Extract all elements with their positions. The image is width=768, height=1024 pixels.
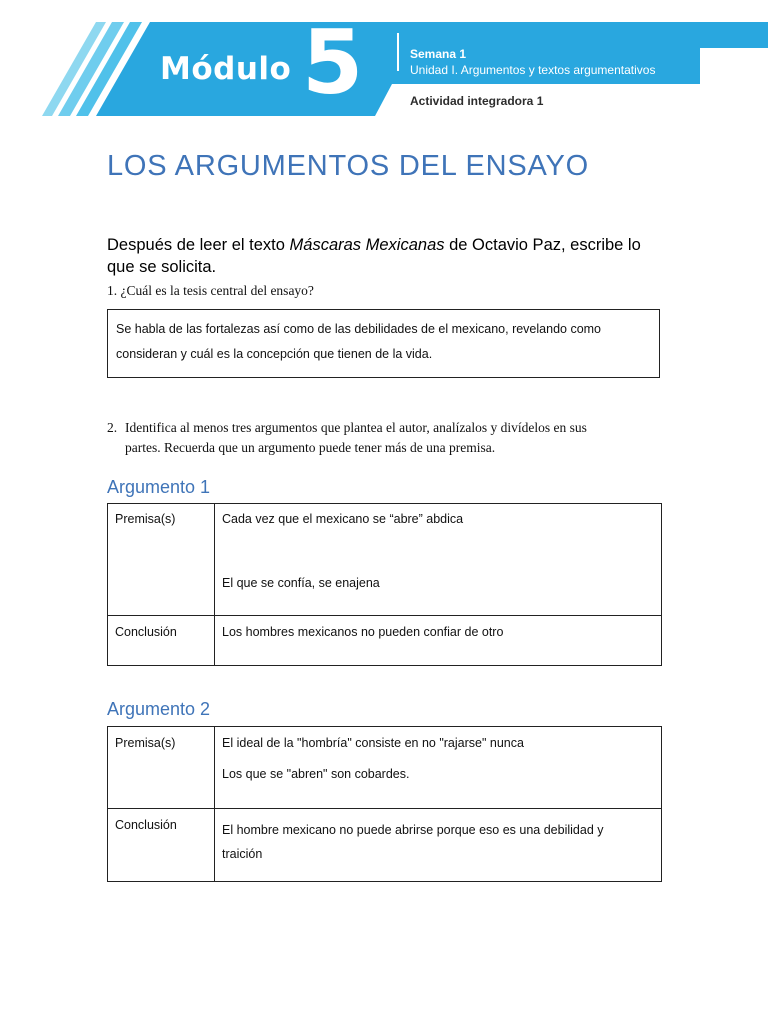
question-2 bbox=[107, 418, 667, 458]
premise-row bbox=[108, 504, 662, 616]
premise-text: Cada vez que el mexicano se “abre” abdica bbox=[222, 512, 464, 526]
conclusion-label: Conclusión bbox=[108, 616, 215, 666]
module-number: 5 bbox=[302, 11, 364, 114]
question-2-text-cont: partes. Recuerda que un argumento puede tener más de una premisa. bbox=[125, 440, 496, 455]
question-2-number: 2. bbox=[107, 420, 118, 435]
premise-cell[interactable] bbox=[215, 504, 662, 616]
unit-label: Unidad I. Argumentos y textos argumentativos bbox=[410, 63, 656, 77]
module-banner bbox=[0, 0, 768, 120]
activity-label: Actividad integradora 1 bbox=[410, 94, 544, 108]
premise-text: El que se confía, se enajena bbox=[222, 576, 380, 590]
conclusion-cell[interactable] bbox=[215, 809, 662, 882]
conclusion-cell[interactable] bbox=[215, 616, 662, 666]
week-label: Semana 1 bbox=[410, 47, 467, 61]
premise-row bbox=[108, 727, 662, 809]
conclusion-text: Los hombres mexicanos no pueden confiar de otro bbox=[222, 625, 504, 639]
premise-cell[interactable] bbox=[215, 727, 662, 809]
question-2-text: Identifica al menos tres argumentos que plantea el autor, analízalos y divídelos en sus bbox=[125, 420, 587, 435]
argument-1-title: Argumento 1 bbox=[107, 477, 211, 497]
answer-line: consideran y cuál es la concepción que tienen de la vida. bbox=[116, 347, 433, 361]
header-divider bbox=[397, 33, 399, 71]
question-1: 1. ¿Cuál es la tesis central del ensayo? bbox=[107, 283, 314, 298]
module-label: Módulo bbox=[160, 51, 292, 87]
conclusion-row bbox=[108, 809, 662, 882]
conclusion-row bbox=[108, 616, 662, 666]
intro-text: Después de leer el texto bbox=[107, 236, 290, 254]
premise-label: Premisa(s) bbox=[108, 504, 215, 616]
answer-box-thesis[interactable] bbox=[107, 309, 660, 378]
premise-label: Premisa(s) bbox=[108, 727, 215, 809]
conclusion-text: traición bbox=[222, 847, 263, 861]
banner-graphic bbox=[0, 0, 768, 120]
page-title: LOS ARGUMENTOS DEL ENSAYO bbox=[107, 150, 589, 182]
argument-2-table bbox=[107, 726, 662, 882]
argument-2-title: Argumento 2 bbox=[107, 699, 211, 719]
book-title: Máscaras Mexicanas bbox=[289, 236, 445, 254]
argument-1-table bbox=[107, 503, 662, 666]
conclusion-text: El hombre mexicano no puede abrirse porque eso es una debilidad y bbox=[222, 823, 604, 837]
intro-text-end: de Octavio Paz, escribe lo que se solicita. bbox=[107, 236, 641, 276]
conclusion-label: Conclusión bbox=[108, 809, 215, 882]
premise-text: El ideal de la "hombría" consiste en no "rajarse" nunca bbox=[222, 736, 524, 750]
premise-text: Los que se "abren" son cobardes. bbox=[222, 767, 410, 781]
instructions bbox=[107, 234, 667, 278]
answer-line: Se habla de las fortalezas así como de las debilidades de el mexicano, revelando como bbox=[116, 322, 602, 336]
